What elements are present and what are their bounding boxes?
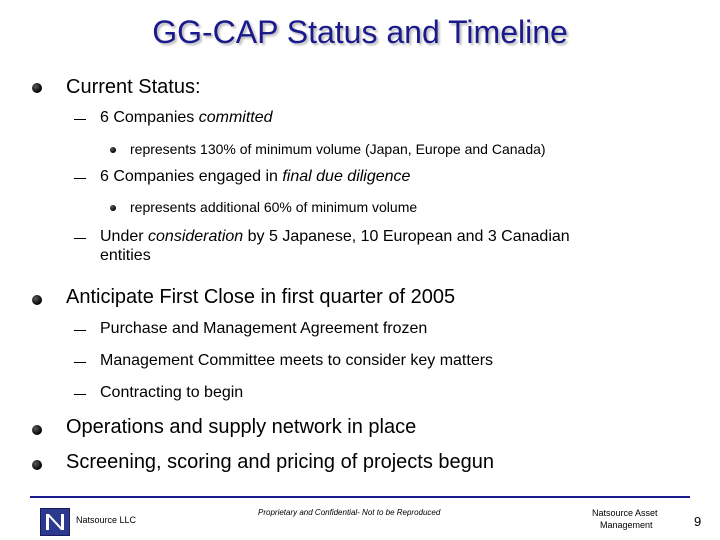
status-item-emphasis: final due diligence (282, 168, 411, 185)
footer-divider (30, 496, 690, 498)
status-subitem: represents additional 60% of minimum volume (130, 199, 418, 215)
status-subitem: represents 130% of minimum volume (Japan, Europe and Canada) (130, 141, 546, 157)
status-item-text: 6 Companies (100, 109, 199, 126)
page-number: 9 (694, 514, 702, 529)
footer-confidential: Proprietary and Confidential- Not to be Reproduced (258, 508, 441, 517)
dash-icon (74, 394, 86, 395)
status-item-consideration (100, 228, 570, 246)
status-item-emphasis: consideration (148, 228, 244, 245)
status-item-text: by 5 Japanese, 10 European and 3 Canadian (243, 228, 570, 245)
footer-company: Natsource LLC (76, 515, 137, 525)
current-status-heading: Current Status: (66, 76, 201, 98)
bullet-operations: Operations and supply network in place (66, 416, 417, 438)
dash-icon (74, 238, 86, 239)
dash-icon (74, 362, 86, 363)
bullet-icon (32, 83, 42, 93)
bullet-icon (110, 147, 116, 153)
first-close-item: Management Committee meets to consider key matters (100, 352, 494, 369)
footer-asset-line1: Natsource Asset (592, 508, 658, 518)
first-close-item: Purchase and Management Agreement frozen (100, 320, 428, 337)
bullet-icon (110, 205, 116, 211)
dash-icon (74, 178, 86, 179)
status-item-emphasis: committed (198, 109, 273, 126)
footer-asset-line2: Management (600, 520, 653, 530)
dash-icon (74, 119, 86, 120)
slide-title: GG-CAP Status and Timeline (152, 14, 568, 50)
bullet-icon (32, 295, 42, 305)
bullet-screening: Screening, scoring and pricing of projects begun (66, 451, 495, 473)
status-item-committed (100, 109, 273, 127)
bullet-icon (32, 425, 42, 435)
status-item-diligence (100, 168, 410, 186)
dash-icon (74, 330, 86, 331)
status-item-text: Under (100, 228, 149, 245)
first-close-item: Contracting to begin (100, 384, 244, 401)
status-item-continuation: entities (100, 247, 151, 264)
natsource-logo-icon (40, 508, 70, 536)
bullet-icon (32, 460, 42, 470)
status-item-text: 6 Companies engaged in (100, 168, 283, 185)
first-close-heading: Anticipate First Close in first quarter of 2005 (66, 286, 456, 308)
